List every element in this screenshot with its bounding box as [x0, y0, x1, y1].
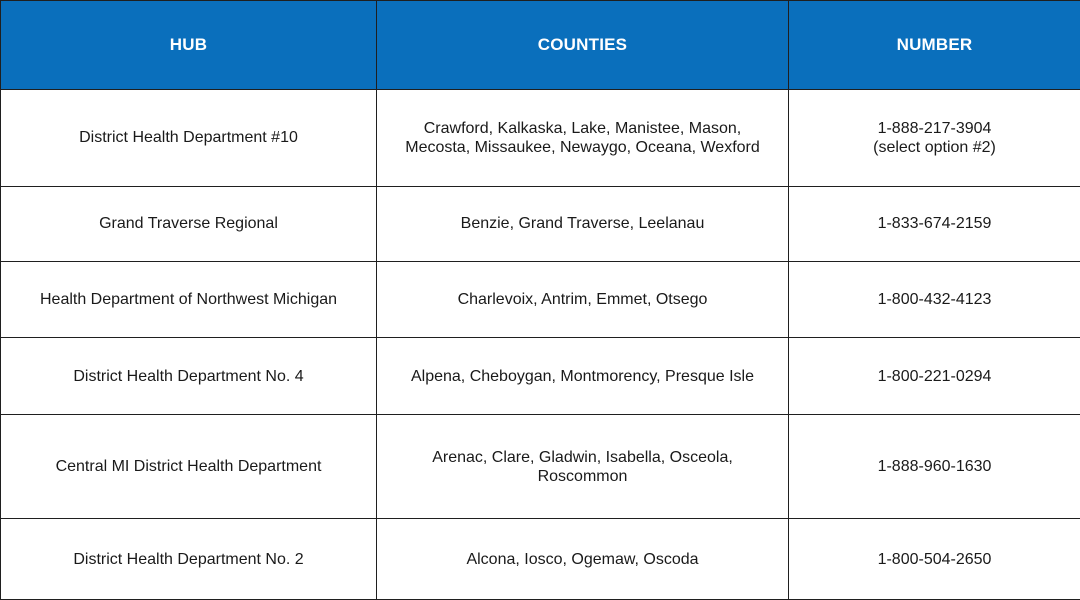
- phone-number: 1-833-674-2159: [877, 215, 992, 233]
- table-row: [1, 414, 1080, 519]
- table-row: [1, 90, 1080, 187]
- table-row: [1, 519, 1080, 600]
- number-cell: [789, 414, 1080, 519]
- counties-line: Charlevoix, Antrim, Emmet, Otsego: [457, 291, 708, 309]
- counties-cell: [377, 338, 789, 414]
- number-cell: [789, 262, 1080, 338]
- number-cell: [789, 186, 1080, 261]
- header-counties: COUNTIES: [377, 1, 789, 90]
- hub-cell: Central MI District Health Department: [1, 414, 377, 519]
- counties-cell: [377, 519, 789, 600]
- phone-number: 1-800-432-4123: [877, 291, 992, 309]
- number-cell: [789, 90, 1080, 187]
- header-hub: HUB: [1, 1, 377, 90]
- header-number: NUMBER: [789, 1, 1080, 90]
- table-row: [1, 186, 1080, 261]
- phone-note: (select option #2): [873, 138, 996, 156]
- counties-line: Mecosta, Missaukee, Newaygo, Oceana, Wexford: [405, 138, 760, 156]
- number-cell: [789, 338, 1080, 414]
- table-row: [1, 338, 1080, 414]
- counties-line: Alpena, Cheboygan, Montmorency, Presque Isle: [410, 367, 754, 385]
- phone-number: 1-888-217-3904: [877, 119, 992, 137]
- phone-number: 1-800-504-2650: [877, 550, 992, 568]
- number-cell: [789, 519, 1080, 600]
- phone-number: 1-800-221-0294: [877, 367, 992, 385]
- counties-line: Alcona, Iosco, Ogemaw, Oscoda: [466, 550, 699, 568]
- counties-line: Roscommon: [537, 467, 628, 485]
- phone-number: 1-888-960-1630: [877, 458, 992, 476]
- hub-cell: District Health Department No. 2: [1, 519, 377, 600]
- counties-line: Crawford, Kalkaska, Lake, Manistee, Mason,: [423, 119, 742, 137]
- hub-cell: District Health Department #10: [1, 90, 377, 187]
- table-row: [1, 262, 1080, 338]
- hub-cell: District Health Department No. 4: [1, 338, 377, 414]
- hub-cell: Grand Traverse Regional: [1, 186, 377, 261]
- counties-cell: [377, 186, 789, 261]
- table-header-row: [1, 1, 1080, 90]
- counties-line: Benzie, Grand Traverse, Leelanau: [460, 215, 705, 233]
- counties-cell: [377, 90, 789, 187]
- hub-cell: Health Department of Northwest Michigan: [1, 262, 377, 338]
- counties-line: Arenac, Clare, Gladwin, Isabella, Osceola,: [432, 448, 733, 466]
- counties-cell: [377, 414, 789, 519]
- counties-cell: [377, 262, 789, 338]
